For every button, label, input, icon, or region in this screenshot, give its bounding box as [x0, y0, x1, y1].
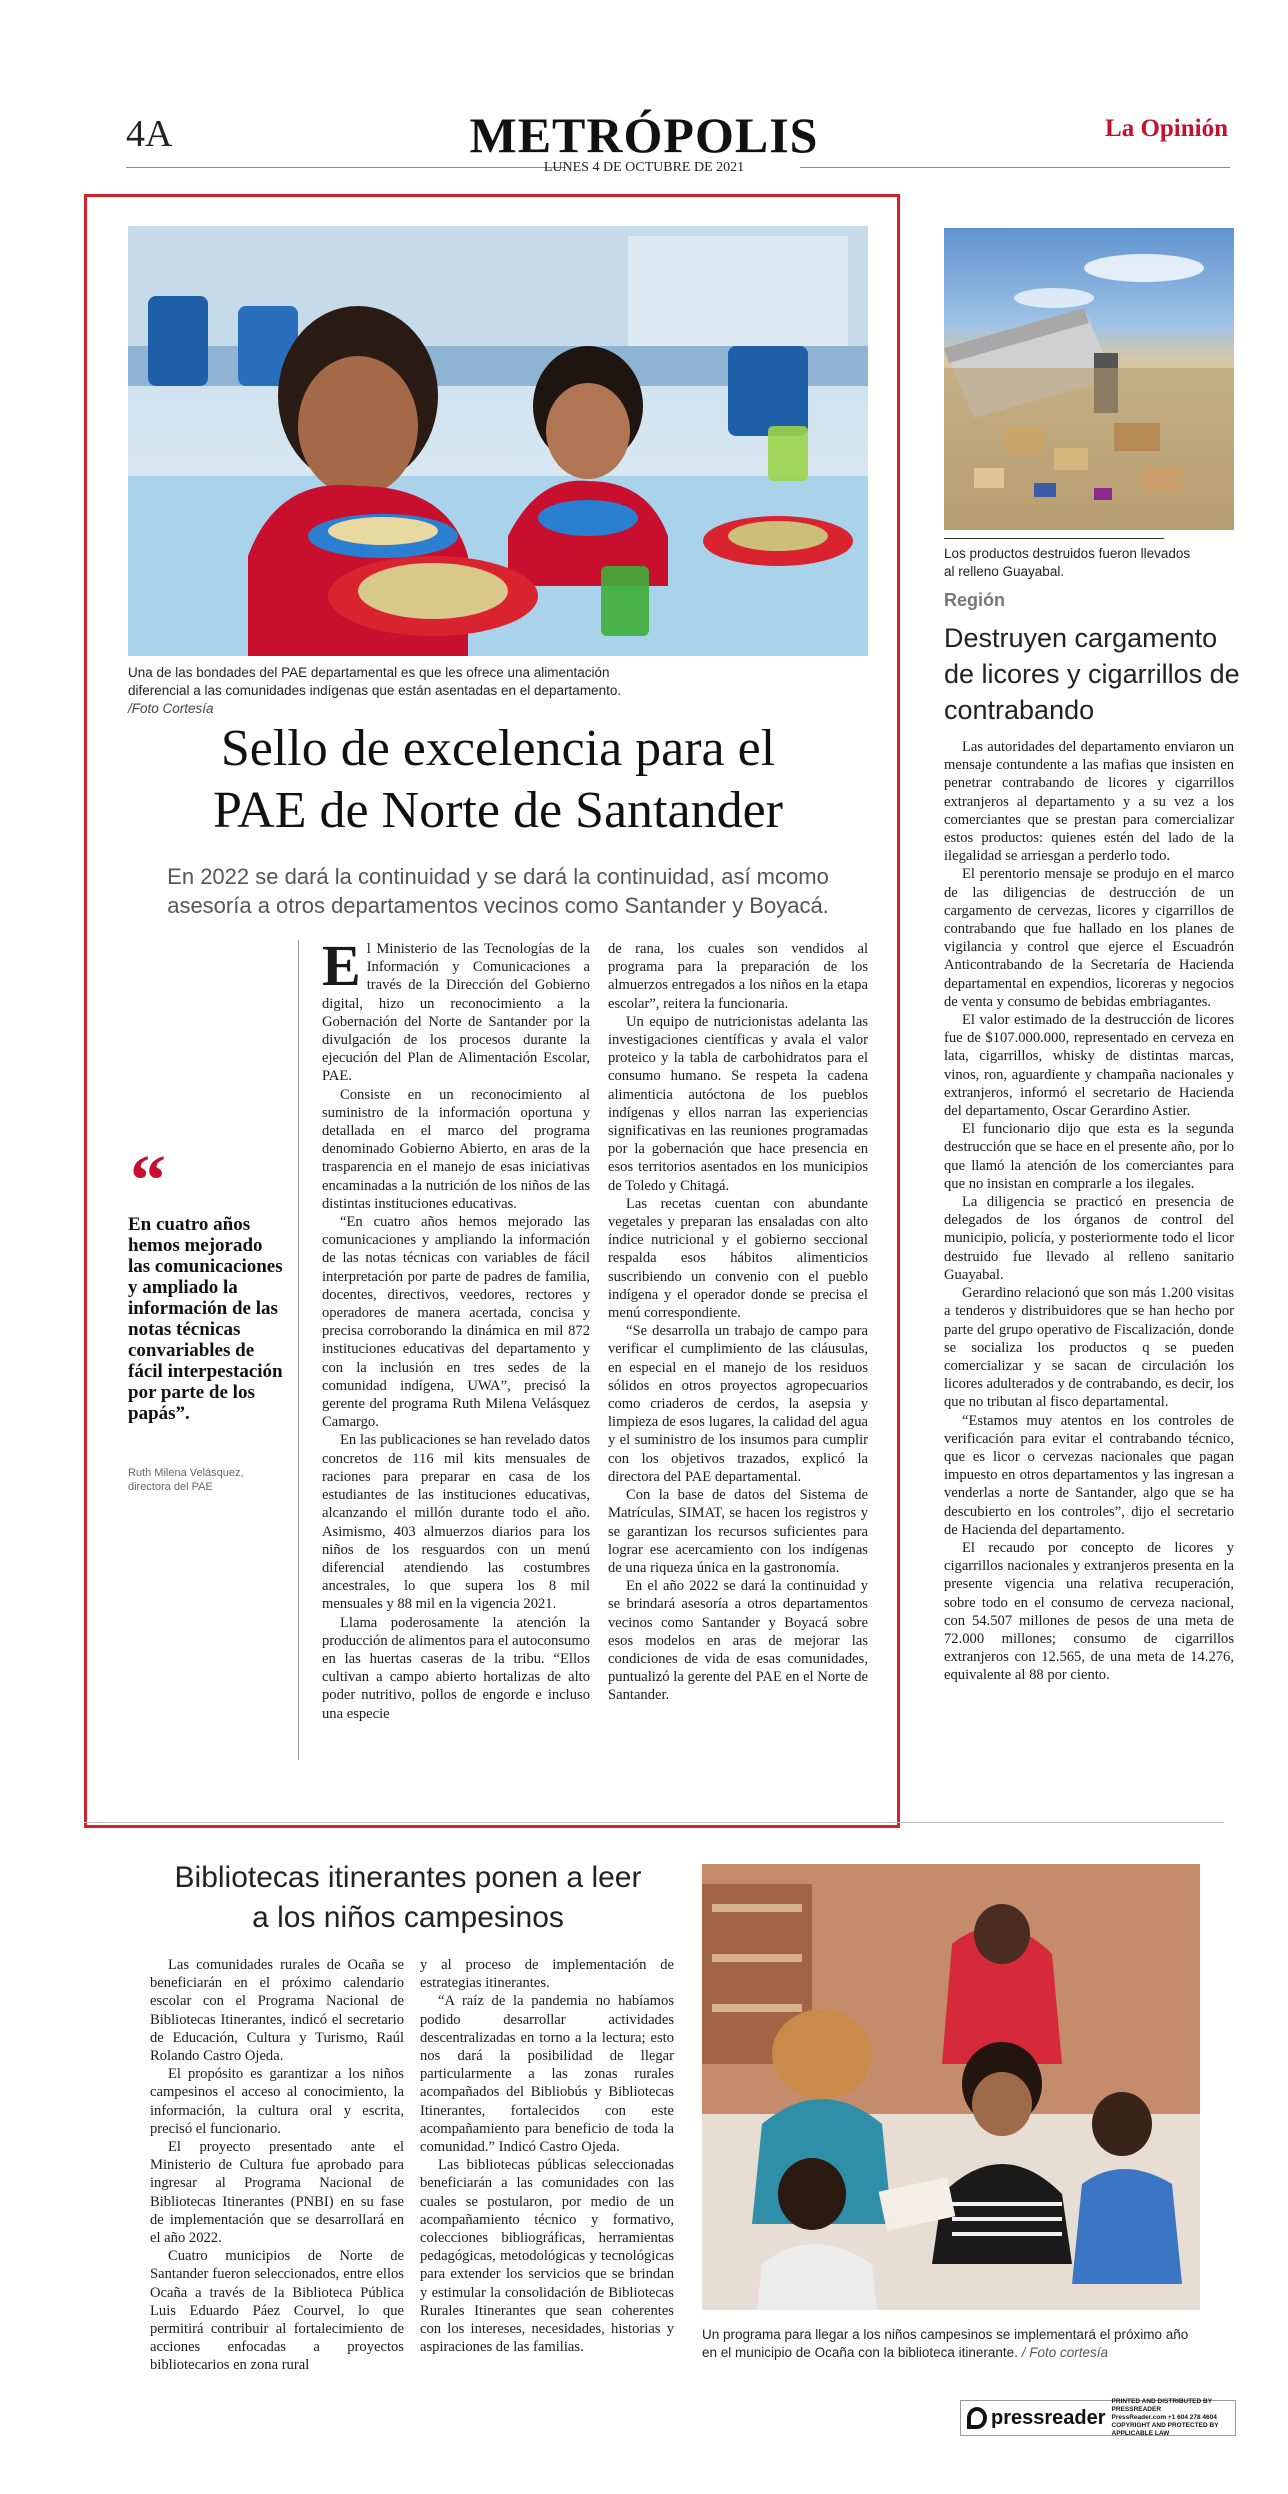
article-paragraph: “En cuatro años hemos mejorado las comunicaciones y ampliando la información de las notas técnicas con variables de fácil interpretación por parte de padres de familia, docentes, directivos, veedores, rectores y operadores de manera acertada, concisa y precisa corroborando la dinámica en mil 872 instituciones educativas del departamento y con la inclusión en tres sedes de la comunidad indígena, UWA”, precisó la gerente del programa Ruth Milena Velásquez Camargo. — [322, 1214, 590, 1431]
bottom-photo-caption — [702, 2326, 1200, 2362]
article-paragraph: Las bibliotecas públicas seleccionadas beneficiarán a las comunidades con las cuales se postularon, por medio de un acompañamiento técnico y formativo, colecciones bibliográficas, herramientas pedagógicas, metodológicas y tecnológicas para extender los servicios que se brindan y estimular la consolidación de Bibliotecas Rurales Itinerantes que sean coherentes con los intereses, necesidades, historias y aspiraciones de las familias. — [420, 2157, 674, 2356]
article-paragraph: La diligencia se practicó en presencia de delegados de los órganos de control del municipio, policía, y posteriormente todo el licor destruido fue llevado al relleno sanitario Guayabal. — [944, 1194, 1234, 1283]
children-eating-illustration — [128, 226, 868, 656]
article-paragraph: El propósito es garantizar a los niños campesinos el acceso al conocimiento, la información, la cultura oral y escrita, precisó el funcionario. — [150, 2066, 404, 2137]
pull-quote-author: Ruth Milena Velásquez, directora del PAE — [128, 1467, 244, 1493]
bottom-headline-line-1: Bibliotecas itinerantes ponen a leer — [174, 1861, 642, 1894]
article-paragraph: El proyecto presentado ante el Ministerio de Cultura fue aprobado para ingresar al Programa Nacional de Bibliotecas Itinerantes (PNBI) en su fase de implementación que se desarrollará en el año 2022. — [150, 2139, 404, 2247]
right-photo-caption: Los productos destruidos fueron llevados al relleno Guayabal. — [944, 546, 1191, 579]
right-article-photo[interactable] — [944, 228, 1234, 530]
pressreader-mark-icon — [967, 2407, 987, 2429]
right-article-kicker: Región — [944, 590, 1005, 610]
article-paragraph: Las comunidades rurales de Ocaña se beneficiarán en el próximo calendario escolar con el Programa Nacional de Bibliotecas Itinerantes, indicó el secretario de Educación, Cultura y Turismo, Raúl Rolando Castro Ojeda. — [150, 1957, 404, 2065]
page-number: 4A — [126, 113, 173, 155]
issue-date: LUNES 4 DE OCTUBRE DE 2021 — [543, 160, 745, 175]
article-paragraph: Las autoridades del departamento enviaron un mensaje contundente a las mafias que insisten en penetrar contrabando de licores y cigarrillos extranjeros al departamento y a su vez a los comerciantes que se prestan para comercializar estos productos: quienes estén del lado de la ilegalidad se arriesgan a perderlo todo. — [944, 739, 1234, 865]
right-caption-rule — [944, 538, 1164, 539]
article-paragraph: “Se desarrolla un trabajo de campo para verificar el cumplimiento de las cláusulas, en especial en el manejo de los residuos sólidos en otros proyectos agropecuarios como criaderos de cerdos, la asepsia y limpieza de esos lugares, la calidad del agua y el suministro de los insumos para cumplir con los objetivos trazados, explicó la directora del PAE departamental. — [608, 1323, 868, 1485]
article-paragraph: En las publicaciones se han revelado datos concretos de 116 mil kits mensuales de raciones para preparar en casa de los estudiantes de las instituciones educativas, alcanzando el millón durante todo el año. Asimismo, 403 almuerzos diarios para los niños de los resguardos con un menú diferencial atendiendo las costumbres ancestrales, lo que supera los 8 mil mensuales y 88 mil en la vigencia 2021. — [322, 1432, 590, 1613]
right-article-column — [944, 738, 1234, 1685]
main-article-column-1 — [322, 933, 590, 1723]
article-paragraph: Con la base de datos del Sistema de Matrículas, SIMAT, se hacen los registros y se garantizan los recursos suficientes para lograr ese acercamiento con los indígenas de una riqueza única en la gastronomía. — [608, 1487, 868, 1576]
pressreader-legal-line-2: PressReader.com +1 604 278 4604 — [1111, 2414, 1217, 2421]
article-paragraph: y al proceso de implementación de estrategias itinerantes. — [420, 1957, 674, 1992]
main-headline-line-2: PAE de Norte de Santander — [213, 782, 783, 839]
article-paragraph: Cuatro municipios de Norte de Santander fueron seleccionados, entre ellos Ocaña a través de la Biblioteca Pública Luis Eduardo Páez Courvel, lo que permitirá contribuir al fortalecimiento de acciones enfocadas a proyectos bibliotecarios en zona rural — [150, 2248, 404, 2374]
article-paragraph: El recaudo por concepto de licores y cigarrillos nacionales y extranjeros presenta en la presente vigencia una relativa recuperación, sobre todo en el consumo de cerveza nacional, con 54.507 millones de pesos de una meta de 72.000 millones; consumo de cigarrillos extranjeros con 12.565, de una meta de 14.276, equivalente al 88 por ciento. — [944, 1539, 1234, 1684]
pressreader-logo — [967, 2407, 1106, 2430]
right-article-headline[interactable]: Destruyen cargamento de licores y cigarrillos de contrabando — [944, 623, 1240, 725]
article-paragraph: “Estamos muy atentos en los controles de verificación para evitar el contrabando técnico, que es licor o cervezas nacionales que pagan impuesto en otros departamentos y las ingresan a venderlas a norte de Santander, algo que se ha descubierto en los controles”, dijo el secretario de Hacienda del departamento. — [944, 1412, 1234, 1538]
children-reading-illustration — [702, 1864, 1200, 2310]
main-headline-line-1: Sello de excelencia para el — [220, 720, 776, 777]
article-paragraph: Un equipo de nutricionistas adelanta las investigaciones científicas y avala el valor proteico y la tabla de carbohidratos para el consumo humano. Se respeta la cadena alimenticia autóctona de los pueblos indígenas y ellos narran las experiencias significativas en las reuniones programadas por la gobernación que hace presencia en esos territorios asentados en los municipios de Toledo y Chitagá. — [608, 1013, 868, 1194]
bottom-article-column-1 — [150, 1956, 404, 2375]
pressreader-logo-text: pressreader — [991, 2406, 1106, 2429]
main-headline[interactable] — [128, 718, 868, 842]
main-photo-caption — [128, 664, 648, 718]
pressreader-legal-line-3: COPYRIGHT AND PROTECTED BY APPLICABLE LAW — [1111, 2422, 1219, 2437]
section-divider — [84, 1822, 1224, 1823]
article-paragraph: El Ministerio de las Tecnologías de la Información y Comunicaciones a través de la Dirección del Gobierno digital, hizo un reconocimiento a la Gobernación del Norte de Santander por la divulgación de los procesos durante la ejecución del Plan de Alimentación Escolar, PAE. — [322, 933, 590, 1085]
article-paragraph: El perentorio mensaje se produjo en el marco de las diligencias de destrucción de un cargamento de cervezas, licores y cigarrillos de contrabando que fue hallado en los planes de vigilancia y control que ejerce el Escuadrón Anticontrabando de la Secretaría de Hacienda departamental en expendios, licoreras y negocios de venta y consumo de bebidas embriagantes. — [944, 866, 1234, 1010]
main-photo-caption-text: Una de las bondades del PAE departamental es que les ofrece una alimentación diferencial a las comunidades indígenas que están asentadas en el departamento. — [128, 665, 622, 698]
article-paragraph: El valor estimado de la destrucción de licores fue de $107.000.000, representado en cerveza en lata, cigarrillos, whisky de distintas marcas, vinos, ron, aguardiente y champaña nacionales y extranjeros, informó el secretario de Hacienda del departamento, Oscar Gerardino Astier. — [944, 1012, 1234, 1120]
pull-quote: En cuatro años hemos mejorado las comunicaciones y ampliado la información de las notas técnicas convariables de fácil interpestación por parte de los papás”. — [128, 1214, 283, 1424]
bottom-article-column-2 — [420, 1956, 674, 2356]
section-title: METRÓPOLIS — [469, 107, 819, 163]
quote-mark-icon: “ — [130, 1140, 166, 1220]
article-paragraph: Llama poderosamente la atención la producción de alimentos para el autoconsumo en las huertas caseras de la tribu. “Ellos cultivan a campo abierto hortalizas de alto poder nutritivo, pollos de engorde e incluso una especie — [322, 1614, 590, 1722]
article-paragraph: El funcionario dijo que esta es la segunda destrucción que se hace en el presente año, por lo que llamó la atención de los comerciantes para que no insistan en comprarle a los ilegales. — [944, 1121, 1234, 1192]
article-paragraph: Consiste en un reconocimiento al suministro de la información oportuna y detallada en el marco del programa denominado Gobierno Abierto, en aras de la trasparencia en el manejo de esas iniciativas encaminadas a la nutrición de los niños de las distintas instituciones educativas. — [322, 1086, 590, 1212]
column-divider — [298, 940, 299, 1760]
main-photo-credit: /Foto Cortesía — [128, 701, 214, 716]
drop-cap: E — [322, 933, 361, 998]
newspaper-logo[interactable]: La Opinión — [1105, 115, 1228, 142]
bottom-article-headline[interactable] — [128, 1858, 688, 1938]
article-paragraph: de rana, los cuales son vendidos al programa para la preparación de los almuerzos entregados a los niños en la etapa escolar”, reitera la funcionaria. — [608, 941, 868, 1012]
pressreader-legal-line-1: PRINTED AND DISTRIBUTED BY PRESSREADER — [1111, 2398, 1212, 2413]
article-paragraph: Gerardino relacionó que son más 1.200 visitas a tenderos y distribuidores que se han hecho por parte del grupo operativo de Fiscalización, donde se socializa los productos q se pueden comercializar y se sacan de circulación los licores adulterados y de contrabando, es decir, los que no tributan al fisco departamental. — [944, 1285, 1234, 1411]
bottom-photo-credit: / Foto cortesía — [1021, 2345, 1109, 2360]
article-paragraph: “A raíz de la pandemia no habíamos podido desarrollar actividades descentralizadas en torno a la lectura; esto nos dará la posibilidad de llegar particularmente a las zonas rurales acompañados del Bibliobús y Bibliotecas Itinerantes, fortalecidos con este acompañamiento para beneficio de toda la comunidad.” Indicó Castro Ojeda. — [420, 1993, 674, 2156]
article-paragraph: Las recetas cuentan con abundante vegetales y preparan las ensaladas con alto índice nutricional y el gobierno seccional respalda esos hábitos alimenticios suscribiendo un convenio con el pueblo indígena y el operador donde se precisa el menú correspondiente. — [608, 1195, 868, 1322]
pressreader-legal — [1112, 2398, 1229, 2438]
article-paragraph: En el año 2022 se dará la continuidad y se brindará asesoría a otros departamentos vecinos como Santander y Boyacá sobre esos modelos en aras de mejorar las condiciones de vida de esas comunidades, puntualizó la gerente del PAE en el Norte de Santander. — [608, 1578, 868, 1704]
bottom-article-photo[interactable] — [702, 1864, 1200, 2310]
bottom-photo-caption-text: Un programa para llegar a los niños campesinos se implementará el próximo año en el municipio de Ocaña con la biblioteca itinerante. — [702, 2327, 1189, 2360]
main-article-column-2 — [608, 940, 868, 1705]
main-subtitle: En 2022 se dará la continuidad y se dará la continuidad, así mcomo asesoría a otros departamentos vecinos como Santander y Boyacá. — [167, 864, 829, 918]
main-article-photo[interactable] — [128, 226, 868, 656]
pressreader-footer[interactable] — [960, 2400, 1236, 2436]
dump-truck-illustration — [944, 228, 1234, 530]
bottom-headline-line-2: a los niños campesinos — [252, 1901, 564, 1934]
